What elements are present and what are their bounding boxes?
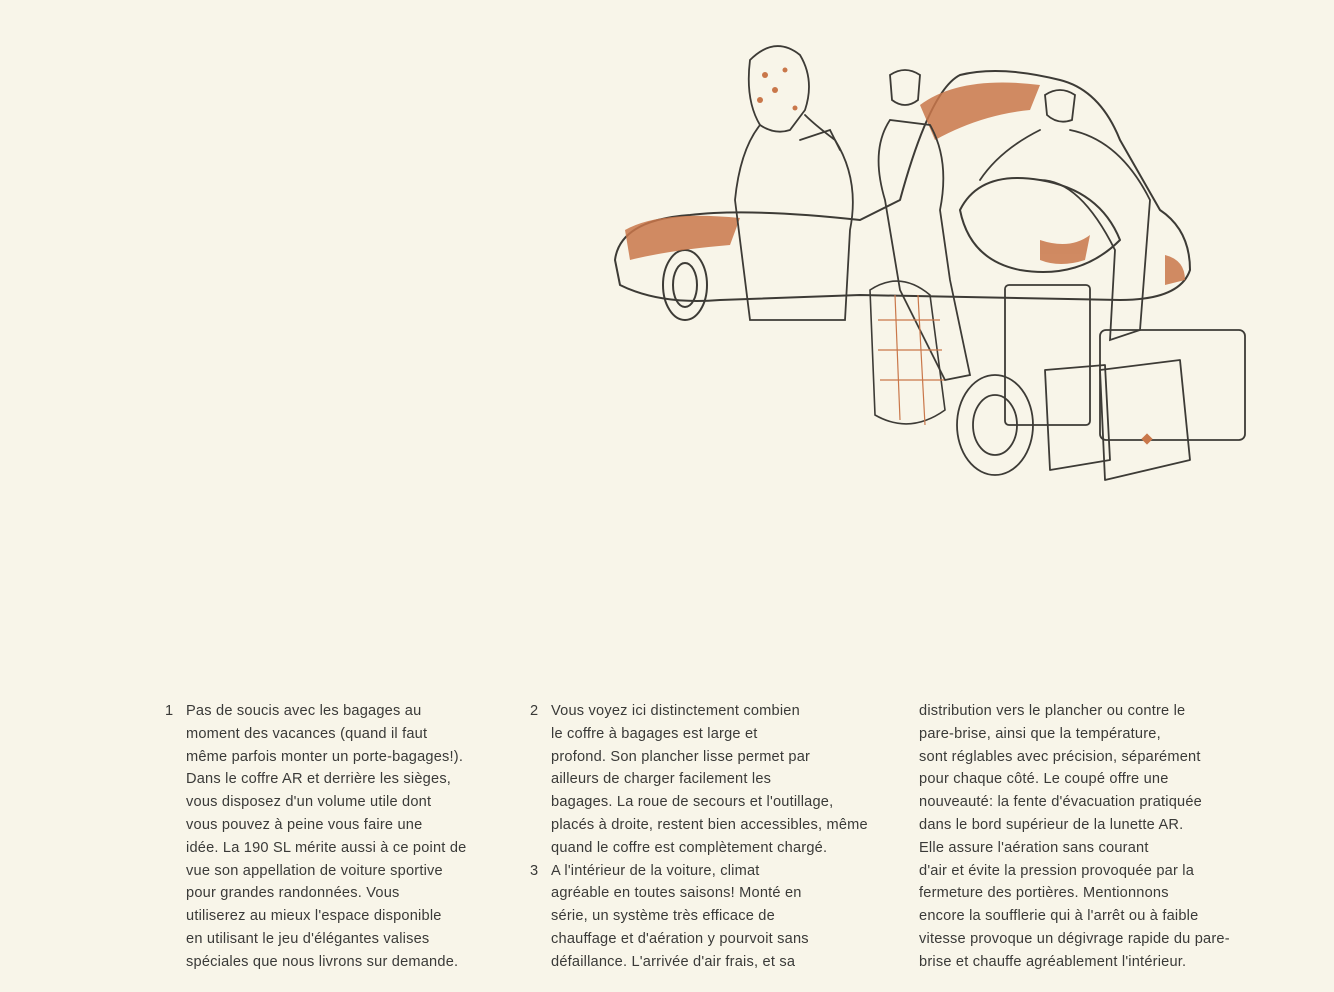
text-line: en utilisant le jeu d'élégantes valises — [186, 930, 430, 947]
paragraph-1 — [165, 700, 511, 974]
text-line: idée. La 190 SL mérite aussi à ce point de — [186, 839, 467, 856]
text-line: sont réglables avec précision, séparément — [919, 748, 1201, 765]
text-line: même parfois monter un porte-bagages!). — [186, 748, 464, 765]
text-line: moment des vacances (quand il faut — [186, 725, 428, 742]
paragraph-2 — [530, 700, 896, 860]
text-line: distribution vers le plancher ou contre le — [919, 703, 1186, 719]
text-line: ailleurs de charger facilement les — [551, 771, 772, 788]
text-column-3 — [919, 700, 1264, 974]
text-line: placés à droite, restent bien accessibles, même — [551, 816, 868, 833]
text-line: pour grandes randonnées. Vous — [186, 885, 400, 902]
paragraph-number: 2 — [530, 703, 539, 719]
text-line: vous pouvez à peine vous faire une — [186, 816, 423, 833]
text-line: utiliserez au mieux l'espace disponible — [186, 908, 442, 925]
paragraph-number: 3 — [530, 862, 539, 879]
text-line: chauffage et d'aération y pourvoit sans — [551, 930, 809, 947]
text-line: Elle assure l'aération sans courant — [919, 839, 1149, 856]
text-line: encore la soufflerie qui à l'arrêt ou à faible — [919, 908, 1199, 925]
text-line: le coffre à bagages est large et — [551, 725, 758, 742]
text-line: série, un système très efficace de — [551, 908, 775, 925]
text-line: profond. Son plancher lisse permet par — [551, 748, 811, 765]
text-line: dans le bord supérieur de la lunette AR. — [919, 816, 1184, 833]
text-line: pour chaque côté. Le coupé offre une — [919, 771, 1169, 788]
text-line: brise et chauffe agréablement l'intérieur. — [919, 953, 1187, 970]
text-column-1 — [165, 700, 511, 974]
text-line: Dans le coffre AR et derrière les sièges, — [186, 771, 452, 788]
text-line: A l'intérieur de la voiture, climat — [551, 862, 760, 879]
text-line: bagages. La roue de secours et l'outillage, — [551, 794, 834, 811]
text-line: vous disposez d'un volume utile dont — [186, 794, 432, 811]
text-line: nouveauté: la fente d'évacuation pratiquée — [919, 794, 1203, 811]
text-line: Vous voyez ici distinctement combien — [551, 703, 800, 719]
text-column-2 — [530, 700, 896, 974]
text-line: vue son appellation de voiture sportive — [186, 862, 443, 879]
paragraph-3-continued — [919, 700, 1264, 974]
car-luggage-illustration-icon — [600, 30, 1260, 500]
text-line: pare-brise, ainsi que la température, — [919, 725, 1161, 742]
text-line: défaillance. L'arrivée d'air frais, et sa — [551, 953, 796, 970]
paragraph-number: 1 — [165, 703, 174, 719]
text-line: Pas de soucis avec les bagages au — [186, 703, 422, 719]
text-line: agréable en toutes saisons! Monté en — [551, 885, 802, 902]
text-line: quand le coffre est complètement chargé. — [551, 839, 828, 856]
text-line: d'air et évite la pression provoquée par la — [919, 862, 1195, 879]
text-line: vitesse provoque un dégivrage rapide du pare- — [919, 930, 1230, 947]
text-line: fermeture des portières. Mentionnons — [919, 885, 1169, 902]
paragraph-3 — [530, 860, 896, 974]
text-line: spéciales que nous livrons sur demande. — [186, 953, 459, 970]
